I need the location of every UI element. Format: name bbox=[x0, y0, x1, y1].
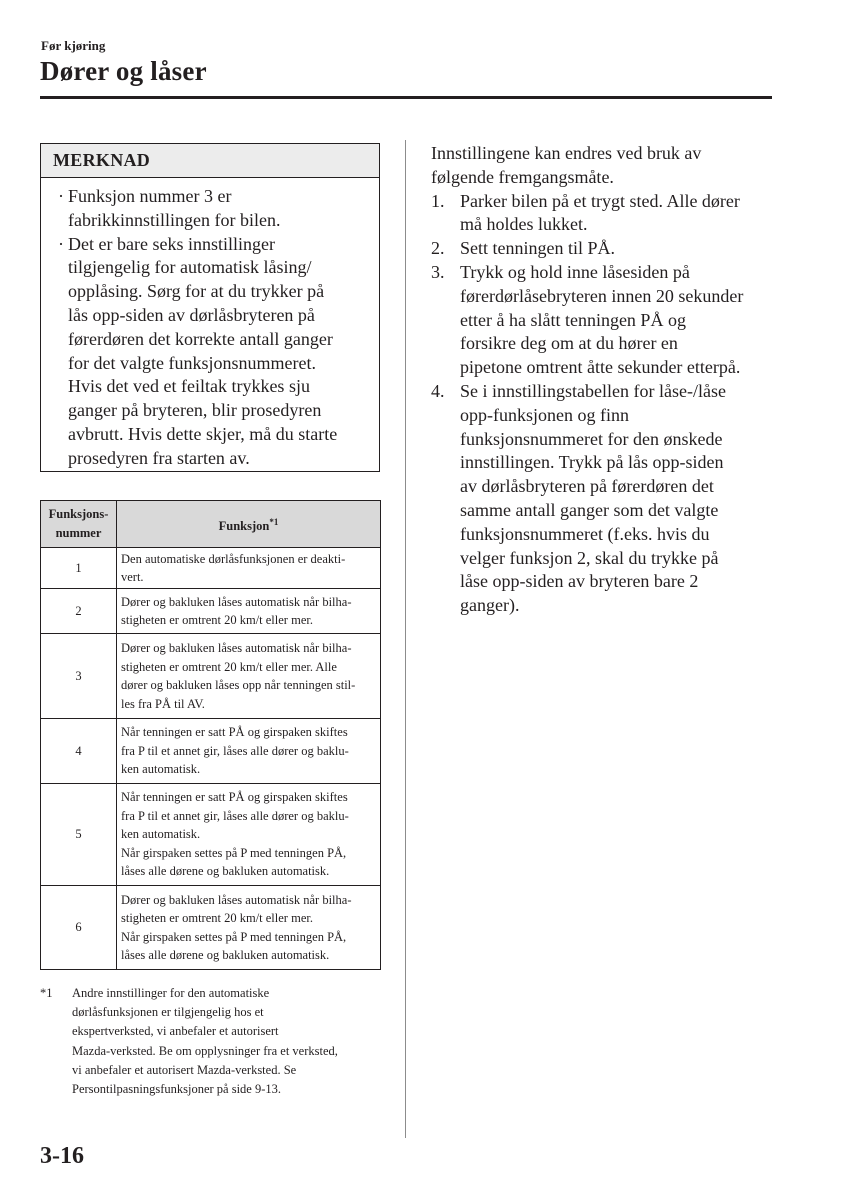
header-line: nummer bbox=[55, 526, 102, 540]
step-number: 4. bbox=[431, 380, 445, 401]
column-divider bbox=[405, 140, 406, 1138]
cell-line: vert. bbox=[121, 570, 144, 584]
row-number: 6 bbox=[41, 886, 117, 970]
note-line: Funksjon nummer 3 er bbox=[68, 186, 232, 206]
header-text: Funksjon bbox=[218, 518, 270, 533]
procedure-step bbox=[431, 190, 781, 238]
step-line: opp-funksjonen og finn bbox=[460, 404, 629, 425]
note-line: fabrikkinnstillingen for bilen. bbox=[68, 209, 281, 230]
cell-line: dører og bakluken låses opp når tenningen stil- bbox=[121, 678, 356, 692]
row-description bbox=[117, 784, 381, 886]
table-row bbox=[41, 589, 381, 634]
step-line: Sett tenningen til PÅ. bbox=[460, 238, 615, 259]
note-line: for det valgte funksjonsnummeret. bbox=[68, 352, 316, 373]
step-line: førerdørlåsebryteren innen 20 sekunder bbox=[460, 285, 744, 306]
row-number: 1 bbox=[41, 548, 117, 589]
note-line: opplåsing. Sørg for at du trykker på bbox=[68, 281, 325, 302]
page-title: Dører og låser bbox=[40, 56, 207, 86]
note-line: ganger på bryteren, blir prosedyren bbox=[68, 400, 322, 421]
cell-line: låses alle dørene og bakluken automatisk. bbox=[121, 948, 330, 962]
note-line: prosedyren fra starten av. bbox=[68, 447, 250, 468]
footnote-mark: *1 bbox=[40, 986, 53, 1000]
page-number: 3-16 bbox=[40, 1143, 84, 1169]
step-line: velger funksjon 2, skal du trykke på bbox=[460, 547, 719, 568]
step-line: Parker bilen på et trygt sted. Alle dører bbox=[460, 190, 740, 211]
note-body bbox=[41, 178, 379, 471]
step-number: 2. bbox=[431, 238, 445, 259]
cell-line: Den automatiske dørlåsfunksjonen er deakti- bbox=[121, 551, 346, 566]
cell-line: stigheten er omtrent 20 km/t eller mer. bbox=[121, 613, 313, 627]
bullet-mark: · bbox=[58, 233, 64, 254]
table-row bbox=[41, 886, 381, 970]
step-line: funksjonsnummeret (f.eks. hvis du bbox=[460, 523, 710, 544]
step-line: pipetone omtrent åtte sekunder etterpå. bbox=[460, 357, 741, 378]
step-line: forsikre deg om at du hører en bbox=[460, 333, 678, 354]
step-line: innstillingen. Trykk på lås opp-siden bbox=[460, 452, 724, 473]
row-description bbox=[117, 886, 381, 970]
cell-line: Dører og bakluken låses automatisk når bilha- bbox=[121, 892, 352, 907]
cell-line: fra P til et annet gir, låses alle dører og baklu- bbox=[121, 743, 349, 758]
step-line: funksjonsnummeret for den ønskede bbox=[460, 428, 723, 449]
cell-line: Når girspaken settes på P med tenningen PÅ, bbox=[121, 929, 347, 944]
table-row bbox=[41, 634, 381, 719]
table-row bbox=[41, 548, 381, 589]
cell-line: ken automatisk. bbox=[121, 827, 201, 842]
step-number: 1. bbox=[431, 190, 445, 211]
note-heading: MERKNAD bbox=[41, 144, 379, 178]
cell-line: Når tenningen er satt PÅ og girspaken skiftes bbox=[121, 790, 348, 805]
procedure bbox=[431, 142, 781, 618]
footnote-line: Andre innstillinger for den automatiske bbox=[72, 986, 270, 1000]
intro-line: Innstillingene kan endres ved bruk av bbox=[431, 143, 702, 163]
intro-line: følgende fremgangsmåte. bbox=[431, 166, 614, 187]
bullet-mark: · bbox=[58, 186, 64, 206]
procedure-intro bbox=[431, 142, 781, 190]
procedure-step bbox=[431, 237, 781, 261]
row-description bbox=[117, 589, 381, 634]
footnote bbox=[40, 984, 385, 1099]
note-line: førerdøren det korrekte antall ganger bbox=[68, 328, 333, 349]
table-row bbox=[41, 719, 381, 784]
cell-line: Dører og bakluken låses automatisk når bilha- bbox=[121, 594, 352, 609]
row-description bbox=[117, 719, 381, 784]
row-number: 4 bbox=[41, 719, 117, 784]
footnote-line: Persontilpasningsfunksjoner på side 9-13. bbox=[72, 1082, 282, 1097]
function-table bbox=[40, 500, 381, 970]
cell-line: ken automatisk. bbox=[121, 762, 201, 777]
note-line: Hvis det ved et feiltak trykkes sju bbox=[68, 376, 310, 397]
step-line: ganger). bbox=[460, 595, 520, 616]
row-number: 5 bbox=[41, 784, 117, 886]
note-line: lås opp-siden av dørlåsbryteren på bbox=[68, 304, 315, 325]
cell-line: fra P til et annet gir, låses alle dører og baklu- bbox=[121, 808, 349, 823]
table-header-row bbox=[41, 501, 381, 548]
row-number: 3 bbox=[41, 634, 117, 719]
row-description bbox=[117, 634, 381, 719]
footnote-line: ekspertverksted, vi anbefaler et autorisert bbox=[72, 1024, 279, 1039]
step-line: samme antall ganger som det valgte bbox=[460, 499, 719, 520]
table-row bbox=[41, 784, 381, 886]
procedure-step bbox=[431, 261, 781, 380]
step-line: Trykk og hold inne låsesiden på bbox=[460, 261, 690, 282]
note-item bbox=[58, 233, 369, 471]
cell-line: les fra PÅ til AV. bbox=[121, 696, 205, 711]
footnote-text bbox=[72, 984, 385, 1099]
note-line: avbrutt. Hvis dette skjer, må du starte bbox=[68, 423, 338, 444]
step-line: må holdes lukket. bbox=[460, 214, 588, 235]
cell-line: låses alle dørene og bakluken automatisk. bbox=[121, 864, 330, 879]
cell-line: stigheten er omtrent 20 km/t eller mer. Alle bbox=[121, 659, 337, 674]
footnote-line: dørlåsfunksjonen er tilgjengelig hos et bbox=[72, 1005, 264, 1020]
cell-line: Når tenningen er satt PÅ og girspaken skiftes bbox=[121, 725, 348, 740]
section-label: Før kjøring bbox=[41, 38, 106, 53]
note-item bbox=[58, 185, 369, 233]
cell-line: stigheten er omtrent 20 km/t eller mer. bbox=[121, 911, 313, 925]
header-line: Funksjons- bbox=[48, 507, 109, 521]
step-line: låse opp-siden av bryteren bare 2 bbox=[460, 571, 699, 592]
procedure-step bbox=[431, 380, 781, 618]
footnote-line: vi anbefaler et autorisert Mazda-verksted. Se bbox=[72, 1062, 297, 1077]
step-line: etter å ha slått tenningen PÅ og bbox=[460, 309, 686, 330]
step-line: av dørlåsbryteren på førerdøren det bbox=[460, 476, 714, 497]
row-number: 2 bbox=[41, 589, 117, 634]
title-rule bbox=[40, 96, 772, 99]
row-description bbox=[117, 548, 381, 589]
note-line: tilgjengelig for automatisk låsing/ bbox=[68, 257, 312, 278]
cell-line: Når girspaken settes på P med tenningen PÅ, bbox=[121, 845, 347, 860]
column-header-number bbox=[41, 501, 117, 548]
footnote-ref: *1 bbox=[269, 516, 279, 527]
step-number: 3. bbox=[431, 261, 445, 282]
note-line: Det er bare seks innstillinger bbox=[68, 233, 275, 254]
cell-line: Dører og bakluken låses automatisk når bilha- bbox=[121, 641, 352, 655]
column-header-function bbox=[117, 501, 381, 548]
footnote-line: Mazda-verksted. Be om opplysninger fra et verksted, bbox=[72, 1043, 338, 1058]
step-line: Se i innstillingstabellen for låse-/låse bbox=[460, 380, 726, 401]
note-box bbox=[40, 143, 380, 472]
